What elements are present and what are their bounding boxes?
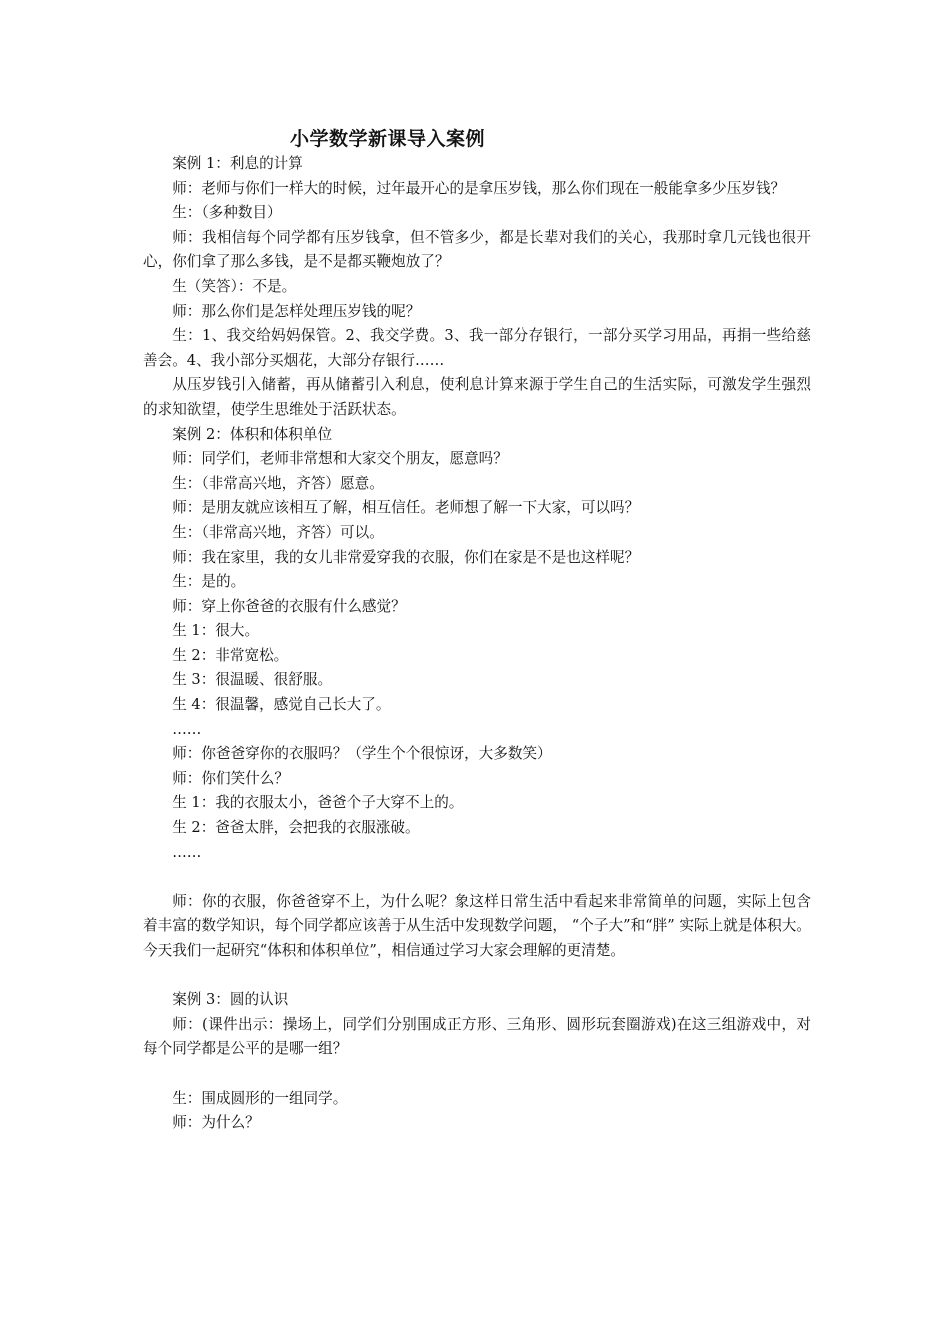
dialogue-line: 师：我在家里，我的女儿非常爱穿我的衣服，你们在家是不是也这样呢？: [172, 548, 640, 566]
dialogue-line: 师：你的衣服，你爸爸穿不上，为什么呢？象这样日常生活中看起来非常简单的问题，实际上包含着丰富的数学知识，每个同学都应该善于从生活中发现数学问题， “个子大”和“胖” 实际上就是体积大。今天我们一起研究“体积和体积单位”，相信通过学习大家会理解的更清楚。: [143, 892, 811, 959]
dialogue-line: 师：你们笑什么？: [172, 769, 289, 787]
dialogue-line: 生：是的。: [172, 573, 246, 591]
dialogue-line: 生：（非常高兴地，齐答）愿意。: [172, 474, 384, 492]
dialogue-line: 师：为什么？: [172, 1114, 260, 1132]
blank-line: [143, 865, 811, 890]
dialogue-line: 师：我相信每个同学都有压岁钱拿，但不管多少，都是长辈对我们的关心，我那时拿几元钱也很开心，你们拿了那么多钱，是不是都买鞭炮放了？: [143, 228, 811, 271]
case-heading: 案例 2：体积和体积单位: [172, 425, 333, 443]
document-title: 小学数学新课导入案例: [290, 128, 486, 150]
dialogue-line: 师：你爸爸穿你的衣服吗？（学生个个很惊讶，大多数笑）: [172, 745, 552, 763]
commentary-paragraph: 从压岁钱引入储蓄，再从储蓄引入利息，使利息计算来源于学生自己的生活实际，可激发学生强烈的求知欲望，使学生思维处于活跃状态。: [143, 376, 811, 418]
dialogue-line: 师：是朋友就应该相互了解，相互信任。老师想了解一下大家，可以吗？: [172, 499, 640, 517]
dialogue-line: 师：老师与你们一样大的时候，过年最开心的是拿压岁钱，那么你们现在一般能拿多少压岁钱？: [172, 179, 786, 197]
ellipsis-line: ……: [172, 843, 202, 861]
dialogue-line: 师：同学们，老师非常想和大家交个朋友，愿意吗？: [172, 450, 508, 468]
dialogue-line: 生：（多种数目）: [172, 204, 282, 222]
dialogue-line: 师：穿上你爸爸的衣服有什么感觉？: [172, 597, 406, 615]
document-body: [143, 152, 811, 1136]
dialogue-line: 生：围成圆形的一组同学。: [172, 1089, 348, 1107]
dialogue-line: 生 2：非常宽松。: [172, 646, 289, 664]
dialogue-line: 生 1：我的衣服太小，爸爸个子大穿不上的。: [172, 794, 464, 812]
dialogue-line: 师：那么你们是怎样处理压岁钱的呢？: [172, 302, 421, 320]
blank-line: [143, 1062, 811, 1087]
dialogue-line: 生 1：很大。: [172, 622, 260, 640]
dialogue-line: 生（笑答）：不是。: [172, 277, 297, 295]
case-heading: 案例 3：圆的认识: [172, 991, 289, 1009]
case-heading: 案例 1：利息的计算: [172, 155, 303, 172]
blank-line: [143, 964, 811, 989]
dialogue-line: 师：(课件出示：操场上，同学们分别围成正方形、三角形、圆形玩套圈游戏)在这三组游戏中，对每个同学都是公平的是哪一组？: [143, 1015, 811, 1058]
dialogue-line: 生 3：很温暖、很舒服。: [172, 671, 333, 689]
dialogue-line: 生 2：爸爸太胖，会把我的衣服涨破。: [172, 819, 420, 837]
ellipsis-line: ……: [172, 720, 202, 738]
dialogue-line: 生：（非常高兴地，齐答）可以。: [172, 523, 384, 541]
dialogue-line: 生：1、我交给妈妈保管。2、我交学费。3、我一部分存银行，一部分买学习用品，再捐一些给慈善会。4、我小部分买烟花，大部分存银行……: [143, 327, 811, 369]
dialogue-line: 生 4：很温馨，感觉自己长大了。: [172, 696, 391, 714]
